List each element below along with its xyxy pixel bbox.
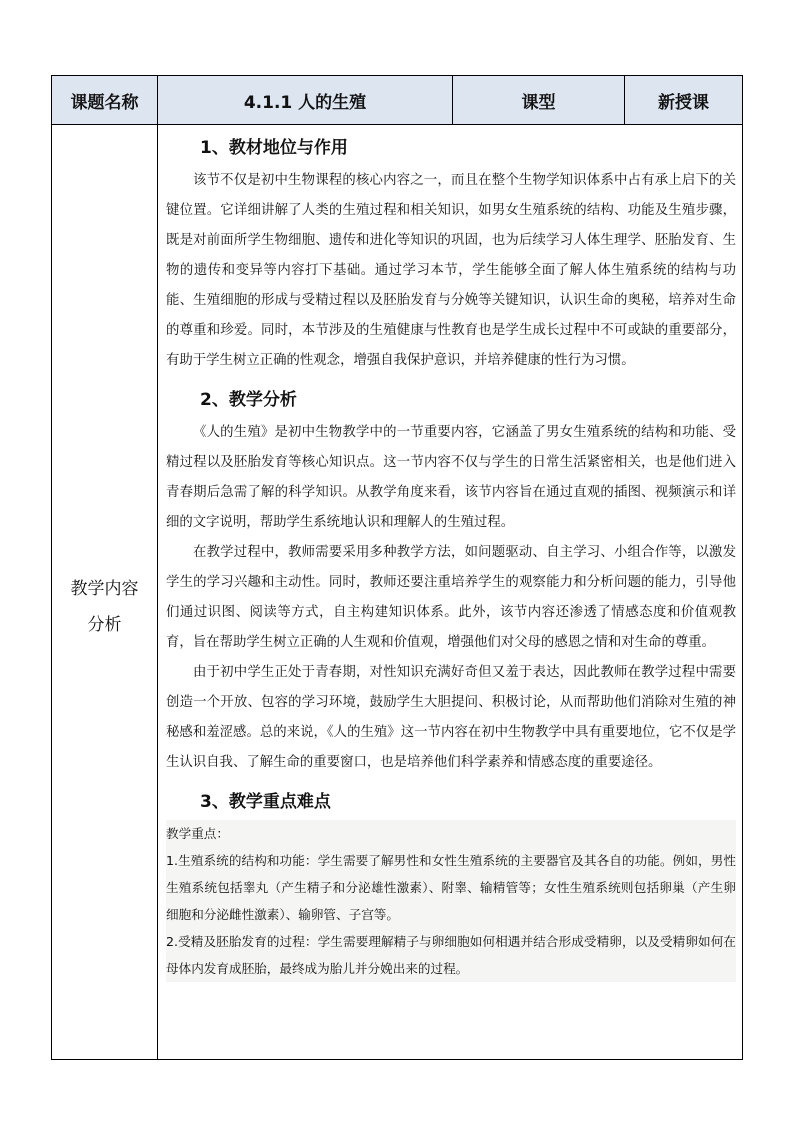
- key-point-1: 1.生殖系统的结构和功能：学生需要了解男性和女性生殖系统的主要器官及其各自的功能。例如，男性生殖系统包括睾丸（产生精子和分泌雄性激素）、附睾、输精管等；女性生殖系统则包括卵巢（产生卵细胞和分泌雌性激素）、输卵管、子宫等。: [166, 853, 736, 922]
- section-3-title: 3、教学重点难点: [200, 792, 331, 812]
- label-line-1: 教学内容: [70, 578, 139, 599]
- key-point-2: 2.受精及胚胎发育的过程：学生需要理解精子与卵细胞如何相遇并结合形成受精卵，以及受精卵如何在母体内发育成胚胎，最终成为胎儿并分娩出来的过程。: [166, 934, 736, 976]
- type-label-cell: 课型: [453, 76, 625, 124]
- section-2-title: 2、教学分析: [200, 390, 297, 410]
- section-2-paragraph-2: 在教学过程中，教师需要采用多种教学方法，如问题驱动、自主学习、小组合作等，以激发学生的学习兴趣和主动性。同时，教师还要注重培养学生的观察能力和分析问题的能力，引导他们通过识图、阅读等方式，自主构建知识体系。此外，该节内容还渗透了情感态度和价值观教育，旨在帮助学生树立正确的人生观和价值观，增强他们对父母的感恩之情和对生命的尊重。: [166, 545, 736, 650]
- section-1-paragraph: 该节不仅是初中生物课程的核心内容之一，而且在整个生物学知识体系中占有承上启下的关键位置。它详细讲解了人类的生殖过程和相关知识，如男女生殖系统的结构、功能及生殖步骤，既是对前面所学生物细胞、遗传和进化等知识的巩固，也为后续学习人体生理学、胚胎发育、生物的遗传和变异等内容打下基础。通过学习本节，学生能够全面了解人体生殖系统的结构与功能、生殖细胞的形成与受精过程以及胚胎发育与分娩等关键知识，认识生命的奥秘，培养对生命的尊重和珍爱。同时，本节涉及的生殖健康与性教育也是学生成长过程中不可或缺的重要部分，有助于学生树立正确的性观念，增强自我保护意识，并培养健康的性行为习惯。: [166, 173, 736, 368]
- content-analysis-body: [166, 124, 736, 1059]
- content-analysis-label: [60, 571, 150, 643]
- header-row: [52, 76, 742, 125]
- lesson-title-cell: 4.1.1 人的生殖: [158, 76, 453, 124]
- lesson-table: [51, 75, 743, 1060]
- section-2-paragraph-3: 由于初中学生正处于青春期，对性知识充满好奇但又羞于表达，因此教师在教学过程中需要创造一个开放、包容的学习环境，鼓励学生大胆提问、积极讨论，从而帮助他们消除对生殖的神秘感和羞涩感。总的来说，《人的生殖》这一节内容在初中生物教学中具有重要地位，它不仅是学生认识自我、了解生命的重要窗口，也是培养他们科学素养和情感态度的重要途径。: [166, 665, 736, 770]
- section-1-title: 1、教材地位与作用: [200, 138, 348, 158]
- key-points-heading: 教学重点：: [166, 826, 229, 841]
- content-analysis-label-cell: [52, 124, 158, 1059]
- label-line-2: 分析: [87, 614, 122, 635]
- section-2-paragraph-1: 《人的生殖》是初中生物教学中的一节重要内容，它涵盖了男女生殖系统的结构和功能、受精过程以及胚胎发育等核心知识点。这一节内容不仅与学生的日常生活紧密相关，也是他们进入青春期后急需了解的科学知识。从教学角度来看，该节内容旨在通过直观的插图、视频演示和详细的文字说明，帮助学生系统地认识和理解人的生殖过程。: [166, 425, 736, 530]
- title-label-cell: 课题名称: [52, 76, 158, 124]
- key-points-block: [166, 820, 736, 982]
- lesson-type-cell: 新授课: [625, 76, 742, 124]
